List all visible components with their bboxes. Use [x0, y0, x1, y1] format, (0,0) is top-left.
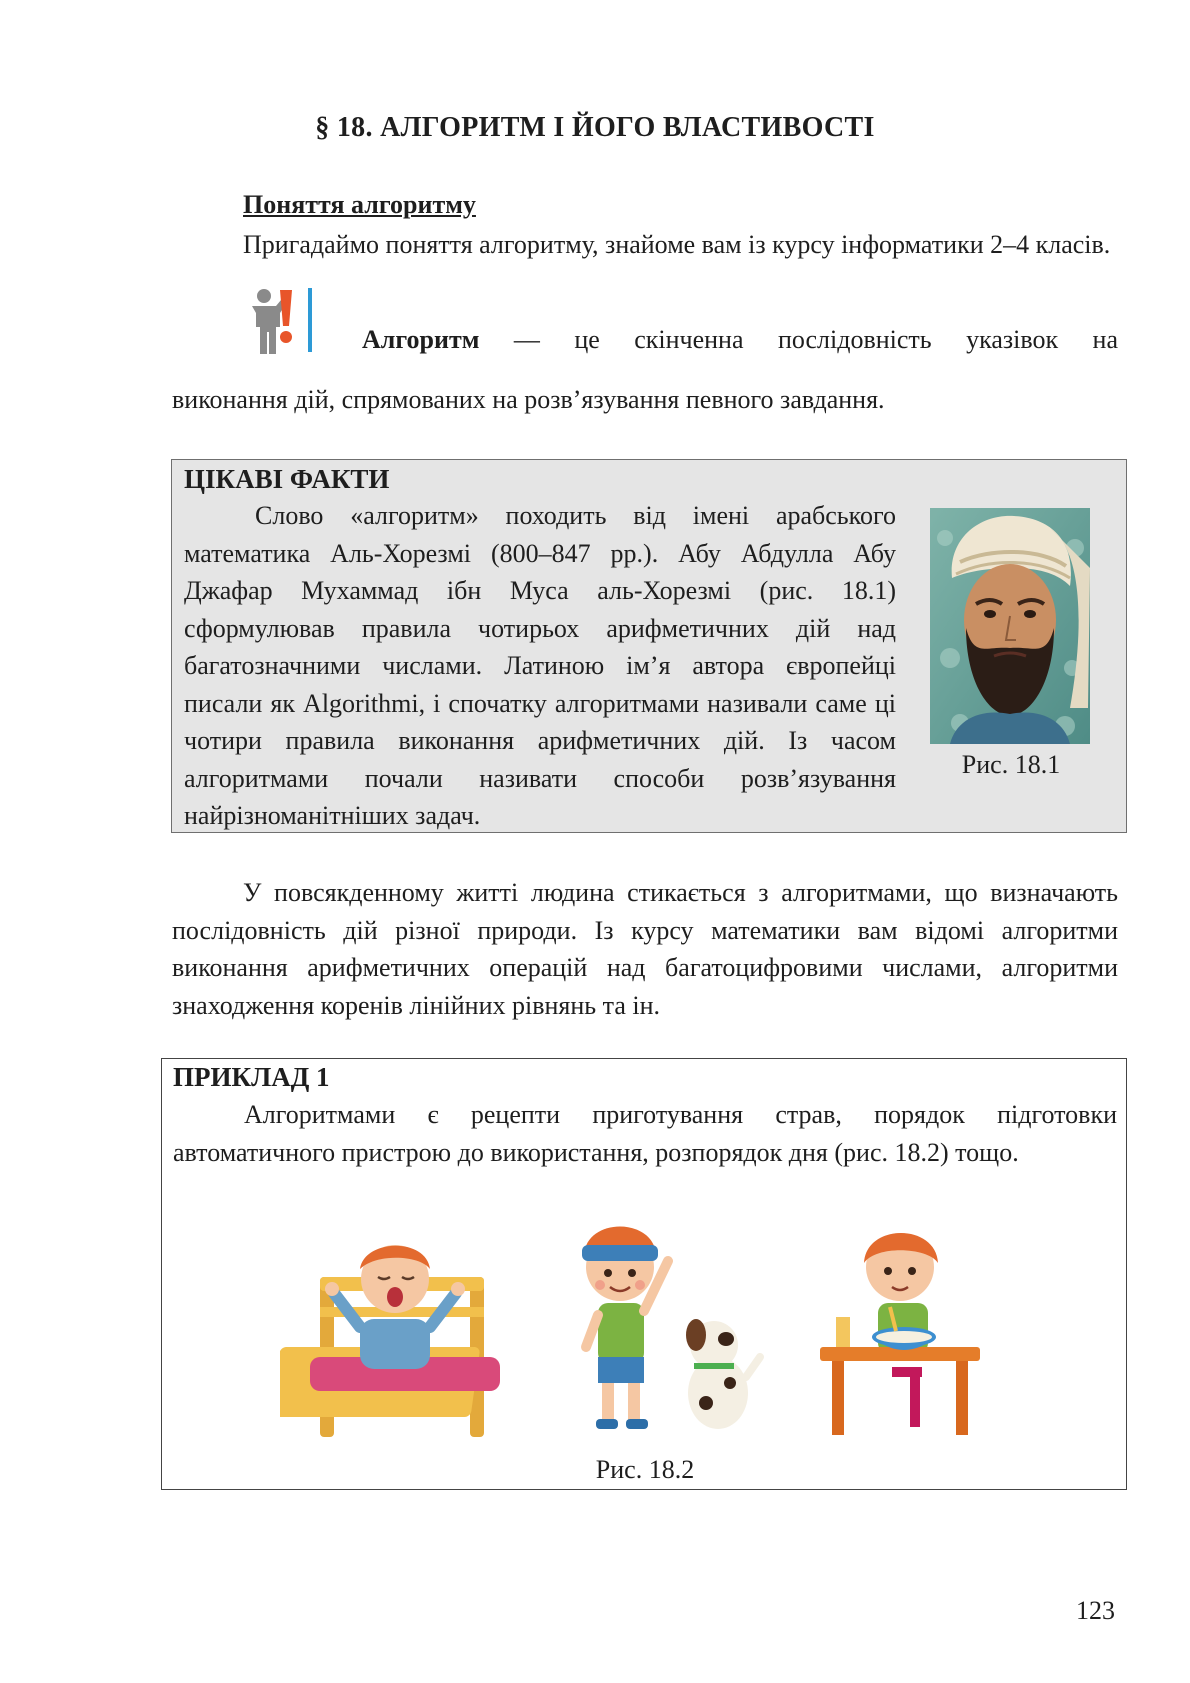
figure-18-1-caption: Рис. 18.1 — [961, 750, 1061, 779]
definition-term: Алгоритм — [362, 325, 480, 354]
attention-person-exclamation-icon — [236, 286, 326, 354]
example-box — [161, 1058, 1127, 1490]
definition-continuation: виконання дій, спрямованих на розв’язування певного завдання. — [172, 385, 885, 414]
figure-18-2-caption: Рис. 18.2 — [595, 1455, 695, 1484]
morning-exercise-scene — [582, 1227, 760, 1430]
paragraph-2: У повсякденному житті людина стикається з алгоритмами, що визначають послідовність дій різної природи. Із курсу математики вам відомі алгоритми виконання арифметичних операцій над багатоцифровими числами, алгоритми знаходження коренів лінійних рівнянь та ін. — [172, 878, 1118, 1020]
interesting-facts-box — [171, 459, 1127, 833]
example-heading: ПРИКЛАД 1 — [173, 1062, 330, 1092]
page-number: 123 — [1076, 1596, 1115, 1625]
definition-line — [362, 325, 1118, 355]
example-text: Алгоритмами є рецепти приготування страв, порядок підготовки автоматичного пристрою до використання, розпорядок дня (рис. 18.2) тощо. — [173, 1100, 1117, 1167]
facts-heading: ЦІКАВІ ФАКТИ — [184, 464, 390, 494]
facts-text-column — [184, 497, 1058, 835]
section-heading: Поняття алгоритму — [243, 190, 476, 219]
daily-routine-illustration — [280, 1207, 1030, 1447]
al-khwarizmi-portrait — [930, 508, 1090, 744]
breakfast-scene — [820, 1233, 980, 1435]
intro-paragraph: Пригадаймо поняття алгоритму, знайоме вам із курсу інформатики 2–4 класів. — [243, 230, 1111, 259]
definition-text: — це скінченна послідовність указівок на — [513, 325, 1118, 354]
facts-text: Слово «алгоритм» походить від імені арабського математика Аль-Хорезмі (800–847 рр.). Абу Абдулла Абу Джафар Мухаммад ібн Муса аль-Хорезмі (рис. 18.1) сформулював правила чотирьох арифметичних дій над багатозначними числами. Латиною ім’я автора європейці писали як Algorithmi, і спочатку алгоритмами називали саме ці чотири правила виконання арифметичних дій. Із часом алгоритмами почали називати способи розв’язування найрізноманітніших задач. — [184, 501, 896, 830]
waking-up-scene — [280, 1245, 500, 1437]
page-title: § 18. АЛГОРИТМ І ЙОГО ВЛАСТИВОСТІ — [315, 112, 875, 143]
